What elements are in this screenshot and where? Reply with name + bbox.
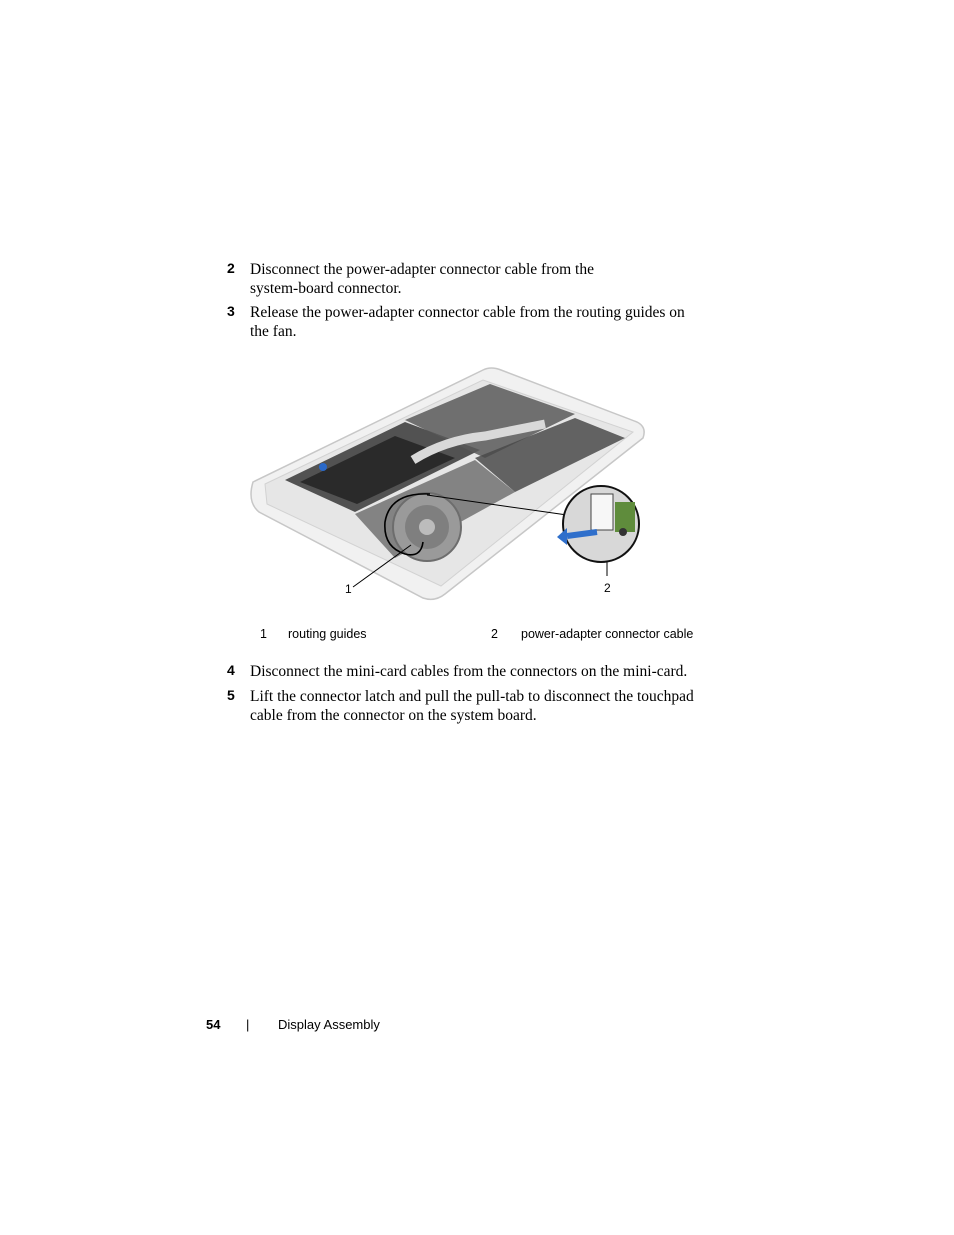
step-number: 4 — [227, 662, 235, 678]
step-5 — [227, 687, 717, 725]
step-number: 3 — [227, 303, 235, 319]
step-number: 2 — [227, 260, 235, 276]
step-3 — [227, 303, 717, 341]
callout-2: 2 — [604, 581, 611, 595]
step-text: Release the power-adapter connector cable from the routing guides on the fan. — [250, 304, 685, 340]
legend-number-2: 2 — [491, 627, 498, 641]
page-number: 54 — [206, 1017, 221, 1032]
section-title: Display Assembly — [278, 1017, 380, 1032]
step-2 — [227, 260, 717, 298]
step-number: 5 — [227, 687, 235, 703]
legend-label-routing-guides: routing guides — [288, 627, 367, 641]
step-text: Disconnect the mini-card cables from the connectors on the mini-card. — [250, 663, 688, 680]
legend-number-1: 1 — [260, 627, 267, 641]
laptop-base-illustration — [245, 362, 655, 607]
step-text: Disconnect the power-adapter connector cable from the system-board connector. — [250, 261, 594, 297]
legend-label-power-adapter-cable: power-adapter connector cable — [521, 627, 694, 641]
footer-separator: | — [246, 1017, 250, 1032]
step-4 — [227, 662, 717, 681]
callout-1: 1 — [345, 582, 352, 596]
step-text: Lift the connector latch and pull the pull-tab to disconnect the touchpad cable from the connector on the system board. — [250, 688, 694, 724]
illustration-graphic — [245, 362, 655, 607]
